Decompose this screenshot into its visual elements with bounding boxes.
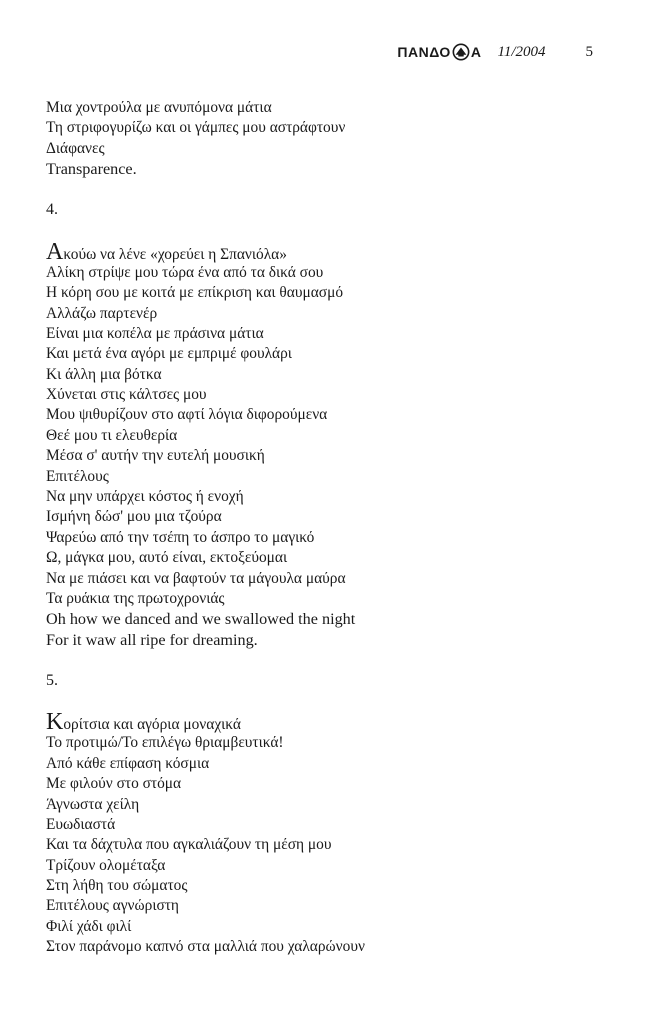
poem-line: Επιτέλους (46, 467, 109, 485)
page-number: 5 (585, 43, 593, 60)
pandora-logo-icon (452, 43, 470, 61)
poem-line: Κι άλλη μια βότκα (46, 365, 162, 383)
issue-date: 11/2004 (497, 43, 546, 60)
poem-line-english: Oh how we danced and we swallowed the night (46, 610, 356, 629)
poem-line: Ισμήνη δώσ' μου μια τζούρα (46, 508, 222, 526)
poem-line: Τα ρυάκια της πρωτοχρονιάς (46, 589, 225, 607)
brand-text-left: ΠΑΝΔΟ (397, 44, 451, 60)
poem-line: Μια χοντρούλα με ανυπόμονα μάτια (46, 99, 272, 116)
running-header (397, 41, 593, 63)
poem-line-english: For it waw all ripe for dreaming. (46, 630, 258, 649)
poem-line: Θεέ μου τι ελευθερία (46, 426, 178, 444)
section-number: 5. (46, 671, 58, 689)
poem-line: Αλίκη στρίψε μου τώρα ένα από τα δικά σου (46, 263, 324, 281)
poem-line: Και τα δάχτυλα που αγκαλιάζουν τη μέση μου (46, 836, 332, 854)
poem-line: Μου ψιθυρίζουν στο αφτί λόγια διφορούμενα (46, 406, 328, 424)
poem-line: Τη στριφογυρίζω και οι γάμπες μου αστράφτουν (46, 119, 346, 137)
poem-line: Transparence. (46, 160, 137, 179)
poem-line: Να με πιάσει και να βαφτούν τα μάγουλα μαύρα (46, 569, 346, 587)
poem-line: Στη λήθη του σώματος (46, 877, 188, 895)
poem-line: Το προτιμώ/Το επιλέγω θριαμβευτικά! (46, 734, 284, 752)
poem-line: Να μην υπάρχει κόστος ή ενοχή (46, 488, 244, 506)
section-gap (46, 220, 616, 240)
brand-text-right: Α (470, 44, 482, 60)
section-5 (46, 671, 616, 958)
poem-line: Είναι μια κοπέλα με πράσινα μάτια (46, 324, 264, 342)
poem-line: Επιτέλους αγνώριστη (46, 897, 179, 915)
poem-line: Με φιλούν στο στόμα (46, 775, 182, 793)
poem-line: Χύνεται στις κάλτσες μου (46, 386, 207, 404)
poem-line: Αλλάζω παρτενέρ (46, 304, 158, 322)
poem-line: Ψαρεύω από την τσέπη το άσπρο το μαγικό (46, 528, 315, 546)
poem-line: Φιλί χάδι φιλί (46, 917, 132, 935)
first-line-rest: ορίτσια και αγόρια μοναχικά (63, 716, 241, 734)
poem-line: Και μετά ένα αγόρι με εμπριμέ φουλάρι (46, 345, 292, 363)
magazine-brand (397, 43, 481, 61)
poem-line: Στον παράνομο καπνό στα μαλλιά που χαλαρώνουν (46, 938, 365, 956)
stanza-gap (46, 180, 616, 200)
poem-line: Από κάθε επίφαση κόσμια (46, 754, 210, 772)
drop-cap: Α (46, 238, 64, 265)
poem-line: Μέσα σ' αυτήν την ευτελή μουσική (46, 447, 265, 465)
poem-line-first (46, 709, 616, 736)
section-gap (46, 691, 616, 711)
stanza-continued (46, 98, 616, 180)
drop-cap: Κ (46, 709, 64, 736)
poem-line: Τρίζουν ολομέταξα (46, 856, 166, 874)
poem-line: Άγνωστα χείλη (46, 795, 140, 813)
section-number: 4. (46, 200, 58, 218)
poem-line: Ω, μάγκα μου, αυτό είναι, εκτοξεύομαι (46, 549, 288, 567)
section-4 (46, 200, 616, 650)
poem-body (46, 98, 616, 958)
stanza-gap (46, 650, 616, 670)
poem-line-first (46, 238, 616, 265)
first-line-rest: κούω να λένε «χορεύει η Σπανιόλα» (63, 245, 287, 263)
poem-line: Ευωδιαστά (46, 815, 116, 833)
poem-line: Η κόρη σου με κοιτά με επίκριση και θαυμασμό (46, 284, 344, 302)
poem-line: Διάφανες (46, 139, 105, 157)
